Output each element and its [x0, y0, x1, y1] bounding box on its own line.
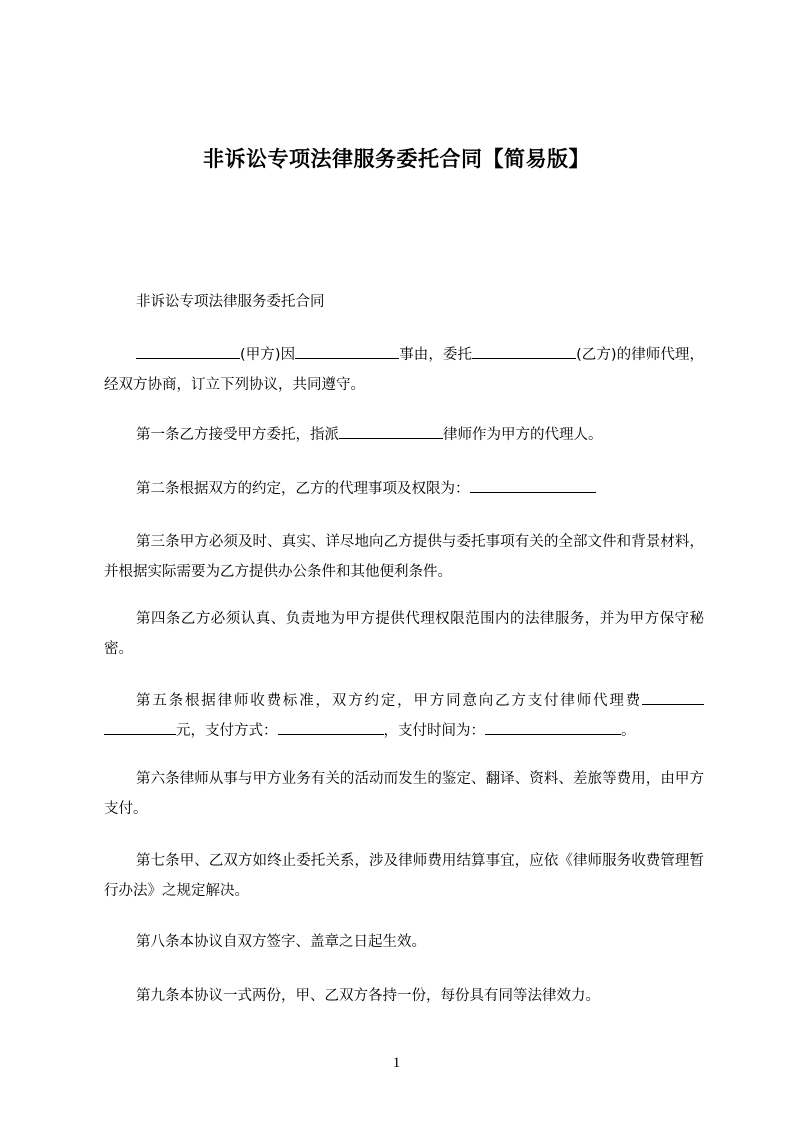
article-5-text-3: ，支付时间为：: [383, 723, 485, 739]
article-3: 第三条甲方必须及时、真实、详尽地向乙方提供与委托事项有关的全部文件和背景材料，并根据实际需要为乙方提供办公条件和其他便利条件。: [104, 534, 704, 580]
article-5-text-1: 第五条根据律师收费标准，双方约定，甲方同意向乙方支付律师代理费: [136, 693, 642, 709]
article-7: 第七条甲、乙双方如终止委托关系，涉及律师费用结算事宜，应依《律师服务收费管理暂行办法》之规定解决。: [104, 853, 704, 899]
payment-method-blank: [278, 719, 384, 735]
intro-text-1: (甲方)因: [240, 347, 296, 363]
fee-blank-start: [642, 689, 704, 705]
party-b-blank: [472, 343, 576, 359]
intro-paragraph: [104, 340, 704, 400]
intro-text-2: 事由，委托: [399, 347, 473, 363]
article-8: 第八条本协议自双方签字、盖章之日起生效。: [136, 934, 426, 950]
contract-subtitle: 非诉讼专项法律服务委托合同: [136, 294, 325, 310]
lawyer-name-blank: [339, 423, 443, 439]
article-5-text-2: 元，支付方式：: [176, 723, 278, 739]
article-5: [104, 686, 704, 746]
article-1-text-1: 第一条乙方接受甲方委托，指派: [136, 427, 339, 443]
article-2-text: 第二条根据双方的约定，乙方的代理事项及权限为：: [136, 481, 470, 497]
article-9: 第九条本协议一式两份，甲、乙双方各持一份，每份具有同等法律效力。: [136, 988, 600, 1004]
article-4: 第四条乙方必须认真、负责地为甲方提供代理权限范围内的法律服务，并为甲方保守秘密。: [104, 611, 704, 657]
scope-blank: [470, 477, 596, 493]
party-a-blank: [136, 343, 240, 359]
article-1: [104, 420, 704, 450]
payment-time-blank: [485, 719, 621, 735]
page-number: 1: [392, 1055, 401, 1071]
article-5-text-4: 。: [621, 723, 636, 739]
article-2: [104, 474, 704, 504]
intro-text-3: (乙方)的律师代理，经双方协商，订立下列协议，共同遵守。: [104, 347, 704, 393]
article-6: 第六条律师从事与甲方业务有关的活动而发生的鉴定、翻译、资料、差旅等费用，由甲方支付。: [104, 771, 704, 817]
matter-blank: [295, 343, 399, 359]
fee-blank-end: [104, 719, 176, 735]
article-1-text-2: 律师作为甲方的代理人。: [443, 427, 603, 443]
document-title: 非诉讼专项法律服务委托合同【简易版】: [203, 147, 590, 171]
